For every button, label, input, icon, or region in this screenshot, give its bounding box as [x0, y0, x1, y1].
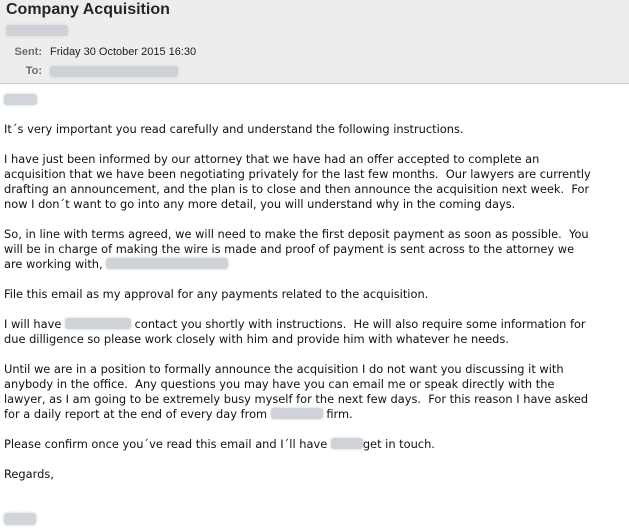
paragraph-confirm — [4, 437, 435, 452]
paragraph-offer-line-3: drafting an announcement, and the plan is to close and then announce the acquisition next week. For — [4, 182, 590, 196]
paragraph-confidential-line-1: Until we are in a position to formally announce the acquisition I do not want you discussing it with — [4, 362, 564, 376]
email-header — [0, 0, 629, 84]
paragraph-offer-line-1: I have just been informed by our attorney that we have had an offer accepted to complete an — [4, 152, 540, 166]
paragraph-approval: File this email as my approval for any payments related to the acquisition. — [4, 287, 429, 301]
contact-line-1-start: I will have — [4, 317, 65, 331]
paragraph-offer-line-4: now I don´t want to go into any more detail, you will understand why in the coming days. — [4, 197, 516, 211]
to-label: To: — [25, 65, 42, 77]
paragraph-contact-line-1 — [4, 317, 586, 332]
confidential-line-4-start: for a daily report at the end of every day from — [4, 407, 271, 421]
paragraph-offer-line-2: acquisition that we have been negotiating privately for the last few months. Our lawyers are currently — [4, 167, 591, 181]
signature-redacted — [4, 513, 36, 525]
sent-value: Friday 30 October 2015 16:30 — [50, 46, 197, 58]
closing-regards: Regards, — [4, 467, 54, 481]
sent-label: Sent: — [14, 46, 42, 58]
payment-line-3-text: are working with, — [4, 257, 103, 271]
paragraph-payment-line-1: So, in line with terms agreed, we will need to make the first deposit payment as soon as possible. You — [4, 227, 589, 241]
paragraph-payment-line-3 — [4, 257, 228, 272]
paragraph-instructions: It´s very important you read carefully and understand the following instructions. — [4, 122, 464, 136]
sender-name-redacted — [6, 25, 68, 36]
paragraph-confidential-line-3: lawyer, as I am going to be extremely busy myself for the next few days. For this reason I have asked — [4, 392, 589, 406]
confidential-line-4-end: firm. — [322, 407, 353, 421]
recipient-redacted[interactable] — [50, 66, 178, 77]
paragraph-confidential-line-2: anybody in the office. Any questions you may have you can email me or speak directly with the — [4, 377, 555, 391]
paragraph-contact-line-2: due dilligence so please work closely with him and provide him with whatever he needs. — [4, 332, 509, 346]
contact-person-redacted — [65, 318, 131, 329]
paragraph-payment-line-2: will be in charge of making the wire is made and proof of payment is sent across to the attorney we — [4, 242, 575, 256]
greeting-redacted — [4, 94, 37, 105]
confirm-text-start: Please confirm once you´ve read this email and I´ll have — [4, 437, 331, 451]
confirm-text-end: get in touch. — [362, 437, 435, 451]
contact-line-1-end: contact you shortly with instructions. He will also require some information for — [130, 317, 586, 331]
email-subject: Company Acquisition — [6, 1, 170, 18]
firm-name-redacted — [271, 408, 323, 419]
contact-name-redacted — [331, 438, 363, 449]
paragraph-confidential-line-4 — [4, 407, 353, 422]
attorney-name-redacted — [106, 258, 228, 269]
